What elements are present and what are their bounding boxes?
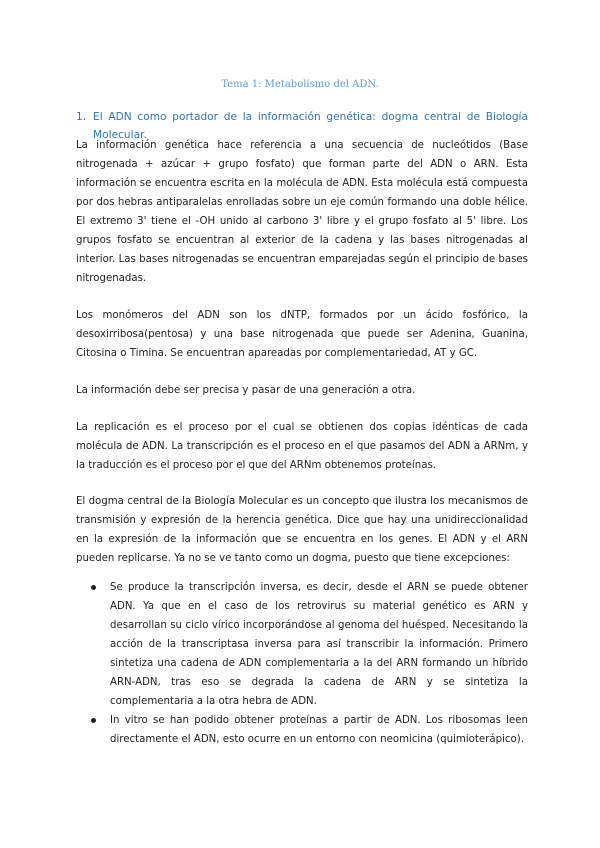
list-item	[90, 711, 528, 749]
paragraph-central-dogma: El dogma central de la Biología Molecular es un concepto que ilustra los mecanismos de transmisión y expresión de la herencia genética. Dice que hay una unidireccionalidad en la expresión de la información que se encuentra en los genes. El ADN y el ARN pueden replicarse. Ya no se ve tanto como un dogma, puesto que tiene excepciones:	[76, 496, 528, 564]
bullet-icon	[91, 718, 96, 723]
bullet-icon	[91, 585, 96, 590]
list-item	[90, 578, 528, 711]
exceptions-list	[90, 578, 528, 749]
paragraph-genetic-information: La información genética hace referencia a una secuencia de nucleótidos (Base nitrogenada + azúcar + grupo fosfato) que forman parte del ADN o ARN. Esta información se encuentra escrita en la molécula de ADN. Esta molécula está compuesta por dos hebras antiparalelas enrolladas sobre un eje común formando una doble hélice. El extremo 3' tiene el -OH unido al carbono 3' libre y el grupo fosfato al 5' libre. Los grupos fosfato se encuentran al exterior de la cadena y las bases nitrogenadas al interior. Las bases nitrogenadas se encuentran emparejadas según el principio de bases nitrogenadas.	[76, 140, 528, 284]
list-item-text: Se produce la transcripción inversa, es decir, desde el ARN se puede obtener ADN. Ya que en el caso de los retrovirus su material genético es ARN y desarrollan su ciclo vírico incorporándose al genoma del huésped. Necesitando la acción de la transcriptasa inversa para así transcribir la información. Primero sintetiza una cadena de ADN complementaria a la del ARN formando un híbrido ARN-ADN, tras eso se degrada la cadena de ARN y se sintetiza la complementaria a la otra hebra de ADN.	[110, 582, 528, 707]
document-title: Tema 1: Metabolismo del ADN.	[221, 79, 379, 90]
list-item-text: In vitro se han podido obtener proteínas a partir de ADN. Los ribosomas leen directamente el ADN, esto ocurre en un entorno con neomicina (quimioterápico).	[110, 715, 528, 745]
paragraph-information-precision: La información debe ser precisa y pasar de una generación a otra.	[76, 385, 416, 396]
paragraph-replication-transcription: La replicación es el proceso por el cual se obtienen dos copias idénticas de cada molécula de ADN. La transcripción es el proceso en el que pasamos del ADN a ARNm, y la traducción es el proceso por el que del ARNm obtenemos proteínas.	[76, 422, 528, 471]
section-heading-text: El ADN como portador de la información genética: dogma central de Biología Molecular.	[93, 111, 528, 141]
section-number: 1.	[76, 111, 87, 123]
paragraph-dna-monomers: Los monómeros del ADN son los dNTP, formados por un ácido fosfórico, la desoxirribosa(pentosa) y una base nitrogenada que puede ser Adenina, Guanina, Citosina o Timina. Se encuentran apareadas por complementariedad, AT y GC.	[76, 310, 528, 359]
